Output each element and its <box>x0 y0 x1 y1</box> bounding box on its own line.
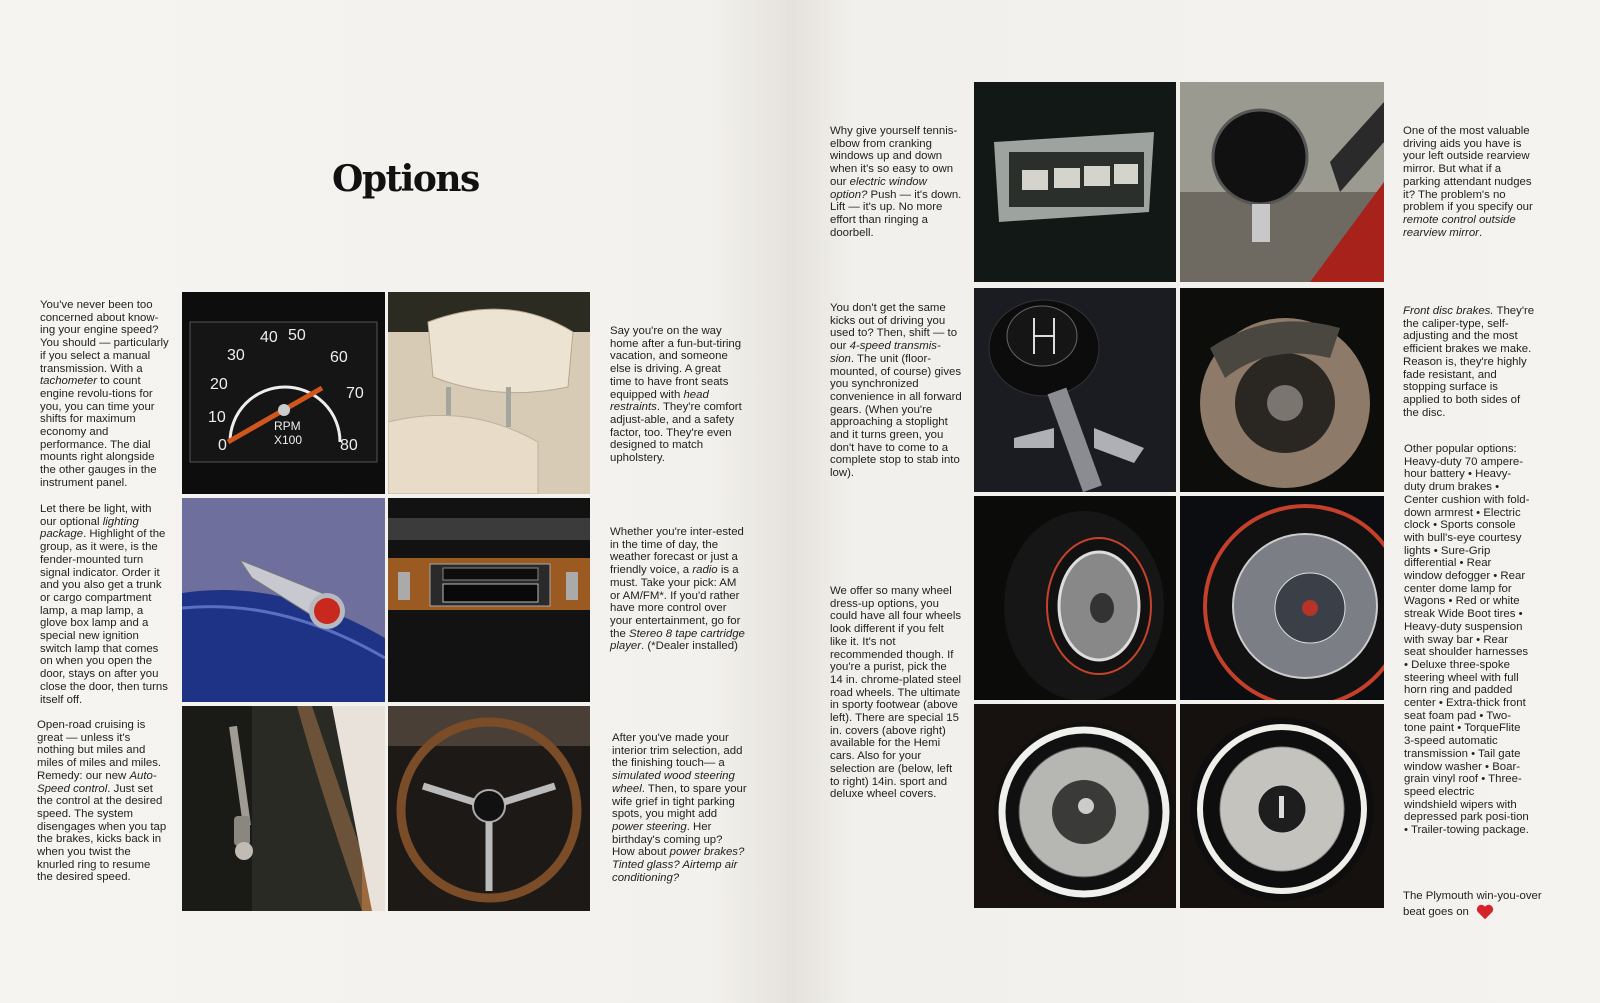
road-wheel-photo <box>974 496 1176 700</box>
transmission-text: You don't get the same kicks out of driving you used to? Then, shift — to our 4-speed transmis-sion. The unit (floor-mounted, of course) gives you synchronized convenience in all forward gears. (When you're approaching a stoplight and it turns green, you don't have to come to a complete stop to stab into low). <box>830 302 962 480</box>
radio-icon <box>388 498 590 702</box>
wheel-cover-15in-photo <box>1180 496 1384 700</box>
speed-control-icon <box>182 706 385 911</box>
shifter-knob-icon <box>974 288 1176 492</box>
mirror-icon <box>1180 82 1384 282</box>
steering-text: After you've made your interior trim selection, add the finishing touch— a simulated wood steering wheel. Then, to spare your wife grief in tight parking spots, you might add power steering. Her birthday's coming up? How about power brakes? Tinted glass? Airtemp air conditioning? <box>612 732 747 884</box>
window-switch-icon <box>974 82 1176 282</box>
page-title: Options <box>332 158 479 200</box>
autospeed-text: Open-road cruising is great — unless it's nothing but miles and miles of miles and miles. Remedy: our new Auto-Speed control. Just set the control at the desired speed. The system disengages when you tap the brakes, kicks back in when you twist the knurled ring to resume the desired speed. <box>37 719 167 884</box>
head-restraints-text: Say you're on the way home after a fun-but-tiring vacation, and someone else is driving. A great time to have front seats equipped with head restraints. They're comfort adjust-able, and a safety factor, too. They're even designed to match upholstery. <box>610 325 742 465</box>
window-switch-photo <box>974 82 1176 282</box>
right-page <box>788 0 1600 1003</box>
turn-signal-photo <box>182 498 385 702</box>
radio-photo <box>388 498 590 702</box>
svg-text:60: 60 <box>330 349 348 366</box>
deluxe-wheel-cover-icon <box>1180 704 1384 908</box>
headrest-icon <box>388 292 590 494</box>
steering-wheel-icon <box>388 706 590 911</box>
disc-brake-icon <box>1180 288 1384 492</box>
heart-icon <box>1476 903 1494 921</box>
sport-wheel-cover-photo <box>974 704 1176 908</box>
svg-text:20: 20 <box>210 376 228 393</box>
disc-brake-photo <box>1180 288 1384 492</box>
tagline: The Plymouth win-you-over beat goes on <box>1403 890 1543 921</box>
speed-control-photo <box>182 706 385 911</box>
turn-signal-icon <box>182 498 385 702</box>
headrest-photo <box>388 292 590 494</box>
lighting-text: Let there be light, with our optional lighting package. Highlight of the group, as it were, is the fender-mounted turn signal indicator. Order it and you also get a trunk or cargo compartment lamp, a map lamp, a glove box lamp and a special new ignition switch lamp that comes on when you open the door, stays on after you close the door, then turns itself off. <box>40 503 168 706</box>
steering-wheel-photo <box>388 706 590 911</box>
svg-text:RPM: RPM <box>274 419 301 433</box>
sport-wheel-cover-icon <box>974 704 1176 908</box>
radio-text: Whether you're inter-ested in the time of day, the weather forecast or just a friendly voice, a radio is a must. Take your pick: AM or AM/FM*. If you'd rather have more control over your entertainment, go for the Stereo 8 tape cartridge player. (*Dealer installed) <box>610 526 745 653</box>
svg-text:70: 70 <box>346 385 364 402</box>
shifter-photo <box>974 288 1176 492</box>
left-page <box>0 0 788 1003</box>
svg-text:X100: X100 <box>274 433 303 447</box>
svg-text:80: 80 <box>340 437 358 454</box>
disc-brakes-text: Front disc brakes. They're the caliper-type, self-adjusting and the most efficient brakes we make. Reason is, they're highly fade resistant, and stopping surface is applied to both sides of the disc. <box>1403 305 1535 419</box>
svg-text:0: 0 <box>218 437 227 454</box>
mirror-photo <box>1180 82 1384 282</box>
other-options-text: Other popular options: Heavy-duty 70 ampere-hour battery • Heavy-duty drum brakes • Center cushion with fold-down armrest • Electric clock • Sports console with bull's-eye courtesy lights • Sure-Grip differential • Rear window defogger • Rear center dome lamp for Wagons • Red or white streak Wide Boot tires • Heavy-duty suspension with sway bar • Rear seat shoulder harnesses • Deluxe three-spoke steering wheel with full horn ring and padded center • Extra-thick front seat foam pad • Two-tone paint • TorqueFlite 3-speed automatic transmission • Tail gate window washer • Boar-grain vinyl roof • Three-speed electric windshield wipers with depressed park posi-tion • Trailer-towing package. <box>1404 443 1530 837</box>
wheels-text: We offer so many wheel dress-up options, you could have all four wheels look different if you felt like it. It's not recommended though. If you're a purist, pick the 14 in. chrome-plated steel road wheels. The ultimate in sporty footwear (above left). There are special 15 in. covers (above right) available for the Hemi cars. Also for your selection are (below, left to right) 14in. sport and deluxe wheel covers. <box>830 585 962 801</box>
svg-text:50: 50 <box>288 327 306 344</box>
mirror-text: One of the most valuable driving aids you have is your left outside rearview mirror. But what if a parking attendant nudges it? The problem's no problem if you specify our remote control outside rearview mirror. <box>1403 125 1533 239</box>
tachometer-text: You've never been too concerned about know-ing your engine speed? You should — particularly if you select a manual transmission. With a tachometer to count engine revolu-tions for you, you can time your shifts for maximum economy and performance. The dial mounts right alongside the other gauges in the instrument panel. <box>40 299 169 489</box>
svg-text:30: 30 <box>227 347 245 364</box>
electric-windows-text: Why give yourself tennis-elbow from cranking windows up and down when it's so easy to own our electric window option? Push — it's down. Lift — it's up. No more effort than ringing a doorbell. <box>830 125 962 239</box>
svg-text:40: 40 <box>260 329 278 346</box>
road-wheel-icon <box>974 496 1176 700</box>
tachometer-icon <box>182 292 385 494</box>
deluxe-wheel-cover-photo <box>1180 704 1384 908</box>
svg-text:10: 10 <box>208 409 226 426</box>
turbine-wheel-cover-icon <box>1180 496 1384 700</box>
tachometer-photo <box>182 292 385 494</box>
